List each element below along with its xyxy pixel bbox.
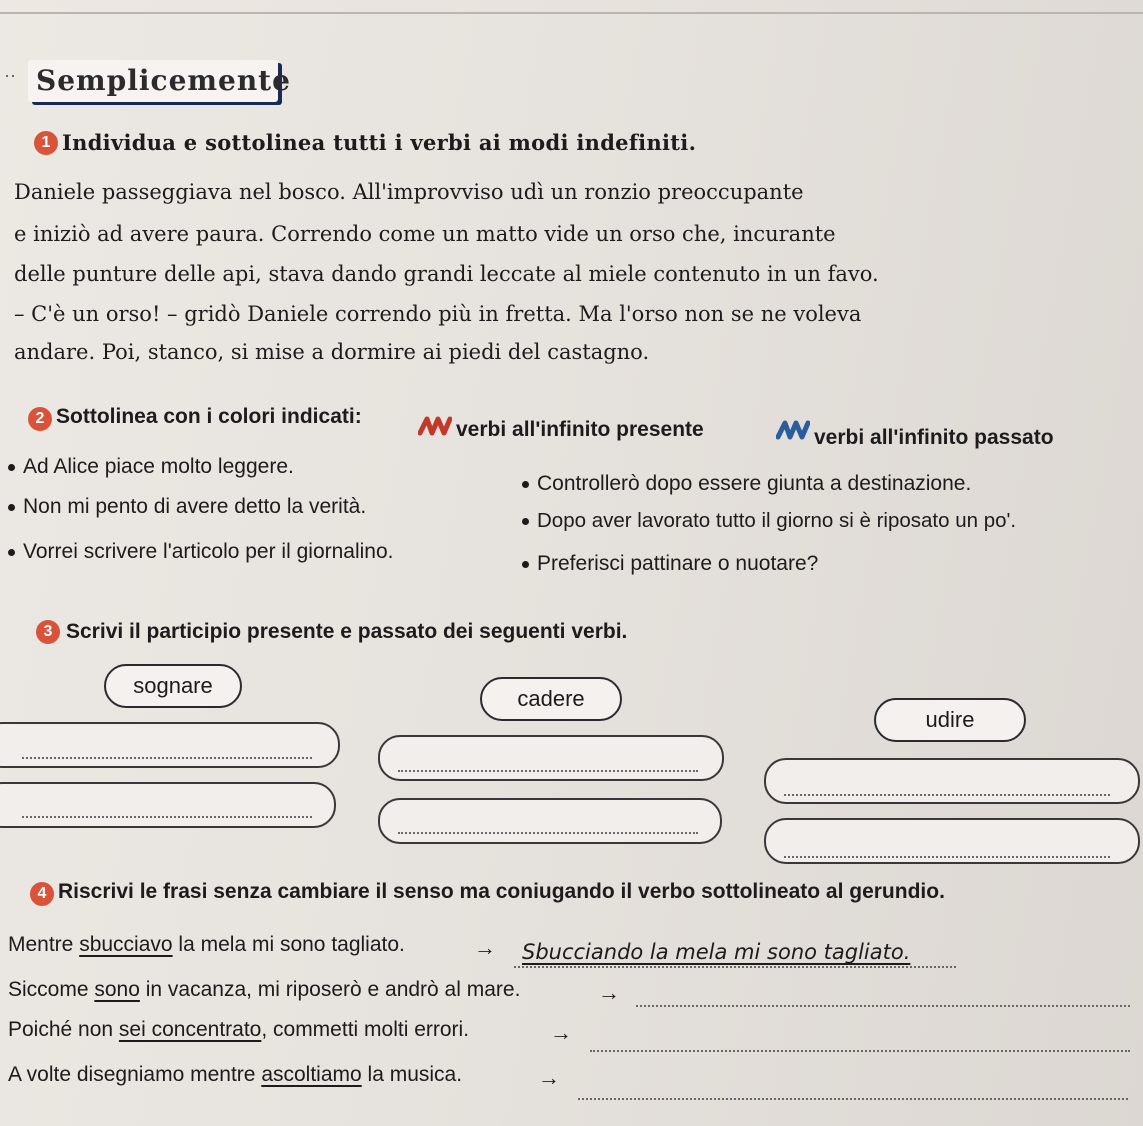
text-line: andare. Poi, stanco, si mise a dormire ai piedi del castagno. xyxy=(14,340,650,364)
arrow-right-icon: → xyxy=(598,980,620,1005)
verb-pill-udire: udire xyxy=(874,698,1026,742)
underlined-verb: sbucciavo xyxy=(79,933,173,956)
legend-infinito-presente: verbi all'infinito presente xyxy=(456,418,704,441)
answer-line[interactable] xyxy=(636,1005,1130,1007)
decorative-dots: ·· xyxy=(4,66,16,86)
exercise-3-number: 3 xyxy=(36,620,60,644)
list-item: Controllerò dopo essere giunta a destinazione. xyxy=(522,472,971,496)
text-line: delle punture delle api, stava dando grandi leccate al miele contenuto in un favo. xyxy=(14,262,879,286)
verb-pill-cadere: cadere xyxy=(480,677,622,721)
dotted-line xyxy=(784,794,1110,796)
list-item: Non mi pento di avere detto la verità. xyxy=(8,495,366,519)
sentence-row: A volte disegniamo mentre ascoltiamo la musica. xyxy=(8,1063,463,1086)
list-item: Ad Alice piace molto leggere. xyxy=(8,455,294,479)
bullet xyxy=(522,481,529,488)
arrow-right-icon: → xyxy=(474,935,496,960)
blue-crayon-icon xyxy=(776,420,810,445)
arrow-right-icon: → xyxy=(550,1020,572,1045)
exercise-2-instruction: Sottolinea con i colori indicati: xyxy=(56,405,362,428)
exercise-1-instruction: Individua e sottolinea tutti i verbi ai modi indefiniti. xyxy=(62,130,697,155)
dotted-line xyxy=(22,816,312,818)
bullet xyxy=(8,549,15,556)
bullet xyxy=(8,464,15,471)
verb-pill-sognare: sognare xyxy=(104,664,242,708)
exercise-3-instruction: Scrivi il participio presente e passato dei seguenti verbi. xyxy=(66,620,628,643)
answer-line[interactable] xyxy=(578,1098,1128,1100)
sentence-row: Mentre sbucciavo la mela mi sono tagliato. xyxy=(8,933,405,956)
answer-box-sognare-passato[interactable] xyxy=(0,782,336,828)
dotted-line xyxy=(398,832,698,834)
exercise-1-number: 1 xyxy=(34,131,58,155)
text-line: e iniziò ad avere paura. Correndo come un matto vide un orso che, incurante xyxy=(14,222,836,246)
underlined-verb: sono xyxy=(94,978,140,1001)
dotted-line xyxy=(784,856,1110,858)
dotted-line xyxy=(514,966,956,968)
arrow-right-icon: → xyxy=(538,1065,560,1090)
section-title: Semplicemente xyxy=(36,64,291,97)
dotted-line xyxy=(398,770,698,772)
answer-box-cadere-presente[interactable] xyxy=(378,735,724,781)
exercise-4-instruction: Riscrivi le frasi senza cambiare il senso ma coniugando il verbo sottolineato al gerundio. xyxy=(58,880,945,903)
text-line: Daniele passeggiava nel bosco. All'improvviso udì un ronzio preoccupante xyxy=(14,180,804,204)
dotted-line xyxy=(22,757,312,759)
sentence-row: Poiché non sei concentrato, commetti molti errori. xyxy=(8,1018,470,1041)
list-item: Dopo aver lavorato tutto il giorno si è riposato un po'. xyxy=(522,509,1016,533)
list-item: Vorrei scrivere l'articolo per il giornalino. xyxy=(8,540,394,564)
bullet xyxy=(8,504,15,511)
top-rule xyxy=(0,12,1143,14)
legend-infinito-passato: verbi all'infinito passato xyxy=(814,426,1054,449)
sentence-row: Siccome sono in vacanza, mi riposerò e andrò al mare. xyxy=(8,978,521,1001)
list-item: Preferisci pattinare o nuotare? xyxy=(522,552,818,576)
underlined-verb: sei concentrato xyxy=(118,1018,262,1041)
answer-box-sognare-presente[interactable] xyxy=(0,722,340,768)
answer-text[interactable]: Sbucciando la mela mi sono tagliato. xyxy=(522,940,911,964)
exercise-2-number: 2 xyxy=(28,407,52,431)
red-crayon-icon xyxy=(418,416,452,441)
answer-box-udire-presente[interactable] xyxy=(764,758,1140,804)
bullet xyxy=(522,561,529,568)
answer-box-cadere-passato[interactable] xyxy=(378,798,722,844)
exercise-4-number: 4 xyxy=(30,882,54,906)
text-line: – C'è un orso! – gridò Daniele correndo più in fretta. Ma l'orso non se ne voleva xyxy=(14,302,862,326)
underlined-verb: ascoltiamo xyxy=(261,1063,362,1086)
bullet xyxy=(522,518,529,525)
answer-line[interactable] xyxy=(590,1050,1130,1052)
